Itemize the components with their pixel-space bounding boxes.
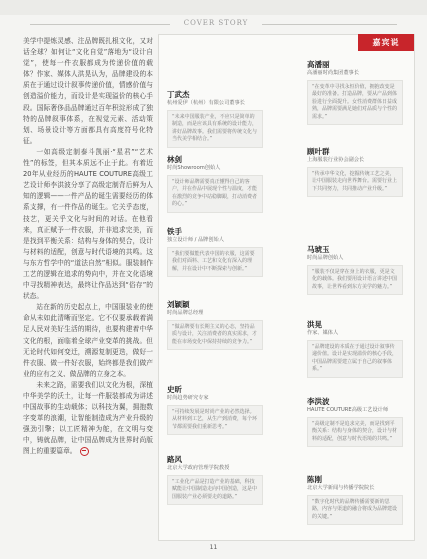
guest-name: 路风 [167,455,182,464]
guest-quote: “可持续发展是时尚产业的必然选择。从材料到工艺，从生产到消费，每个环节都需要我们重新思考。” [167,405,263,435]
guest-quote: “服装不仅是穿在身上的衣服，更是文化的载体。我们要用设计语言讲述中国故事，让世界看到东方美学的魅力。” [307,265,403,295]
guest-name: 刘颖颖 [167,300,190,309]
guest-name: 陈刚 [307,475,322,484]
guest-name: 林剑 [167,155,182,164]
guest-role: HAUTE COUTURE高级工艺设计师 [307,407,389,413]
guest-quote: “品牌建设的本质在于通过设计叙事传递价值。设计是实现溢价的核心手段，中国品牌需要建立属于自己的叙事体系。” [307,340,403,378]
top-band [0,0,427,15]
article-paragraph: 一如高级定制泰斗凯丽·“星君”“艺术性”的标签，但其本质远不止于此。有着近20年从业经历的HAUTE COUTURE高级工艺设计师李洪波分享了高级定制背后鲜为人知的逻辑——一件产品的诞生需要经历的体系支撑，有一件作品的诞生。它关乎态度，技艺，更关乎文化与时间的对话。在他看来，真正赋予一件衣服，并非追求完美，而是找到平衡关系：结构与身体的契合，设计与材料的适配，创意与时代语境的共鸣。这与东方哲学中的“道法自然”相似。服装制作工艺的逻辑在追求的势向中，并在文化语境中寻找精神表达，最终让作品达到“俗存”的状态。 [23,147,153,301]
guest-role: 杭州爱伊（杭州）有限公司董事长 [167,100,245,106]
guest-card [167,455,263,505]
guest-card [307,147,403,197]
guest-panel [158,34,415,541]
guest-quote: “设计师品牌需要真正懂得自己的客户，并在作品中展现个性与温度，才能在激烈的竞争中站稳脚跟，打动消费者的心。” [167,175,263,213]
guest-name: 马琥玉 [307,245,330,254]
guest-card [307,475,403,525]
guest-name: 史昕 [167,385,182,394]
guest-quote: “高级定制不是追求完美，而是找到平衡关系：结构与身体的契合，设计与材料的适配，创意与时代语境的共鸣。” [307,417,403,447]
guest-card [167,90,263,148]
guest-card [167,227,263,277]
article-paragraph: 站在新的历史起点上，中国服装业的使命从未如此清晰而坚定。它不仅要承载着满足人民对美好生活的期待，也要构建着中华文化的根，面临着全球产业变革的挑战。但无论时代如何变迁，溯源复制更迭，做好一件衣服、做一件好衣服，始终都是我们做产业的应有之义、做品牌的立身之本。 [23,303,153,378]
article-body [23,36,153,458]
guest-role: 北京大学政府管理学院教授 [167,465,230,471]
guest-role: 高潘丽时尚集团董事长 [307,70,359,76]
guest-quote: “我们要做能代表中国的衣服，这需要我们对面料、工艺和文化有深入的理解，并在设计中不断探索与创新。” [167,247,263,277]
guest-role: 上海服装行业协会副会长 [307,157,365,163]
guest-badge: 嘉宾说 [358,34,414,51]
header-rule-left [30,24,170,25]
page-number: 11 [209,544,218,551]
guest-card [307,397,403,447]
guest-role: 北京大学新闻与传播学院院长 [307,485,375,491]
guest-card [167,385,263,435]
guest-card [307,60,403,125]
guest-name: 李洪波 [307,397,330,406]
section-title: COVER STORY [183,19,249,27]
guest-name: 高潘丽 [307,60,330,69]
guest-name: 铁手 [167,227,182,236]
end-mark-icon [80,447,89,456]
guest-quote: “未来中国服装产业，不应只是简单的制造，而是应该具有系统的设计能力，讲好品牌故事。我们需要将传统文化与当代美学相结合。” [167,110,263,148]
guest-role: 时尚品牌总经理 [167,310,204,316]
guest-role: 独立设计师 / 品牌创始人 [167,237,224,243]
guest-quote: “做品牌要有长期主义的心态，坚持品质与设计，关注消费者的真实需求，才能在市场变化中保持持续的竞争力。” [167,320,263,350]
guest-quote: “传承中华文化，挖掘传统工艺之美，让中国服装走向世界舞台。需要行业上下共同努力，共同推动产业升级。” [307,167,403,197]
article-paragraph: 美学中提炼灵感、注品牌既扎根文化，又对话全球？如何让“文化自觉”落地为“设计自觉”，使每一件衣服都成为传递价值的载体？作家、媒体人洪晃认为，品牌建设的本质在于通过设计叙事传递价值，情感价值与创造溢价能力，而设计是实现溢价的核心手段。国际奢侈品品牌通过百年积淀形成了独特的品牌叙事体系，在视觉元素、活动策划、场景设计等方面都具有高度符号化特征。 [23,37,153,145]
guest-quote: “工业化产品是打造产业的基础，科技赋能让中国制造走向中国创造，这是中国服装产业必须要走的道路。” [167,475,263,505]
guest-card [307,320,403,378]
guest-role: 作家、媒体人 [307,330,339,336]
guest-role: 时尚品牌创始人 [307,255,344,261]
guest-role: 时尚Showroom创始人 [167,165,221,171]
guest-role: 时尚趋势研究专家 [167,395,209,401]
guest-card [167,155,263,213]
header-rule-right [262,24,397,25]
guest-card [167,300,263,350]
guest-name: 丁武杰 [167,90,190,99]
guest-name: 顾叶群 [307,147,330,156]
guest-card [307,245,403,295]
guest-quote: “数字化时代的品牌传播需要新的思路，内容与渠道的融合将成为品牌建设的关键。” [307,495,403,525]
guest-quote: “在变革中寻找永恒价值，拥抱改变是最好的准备。打造品牌，要从产品到体验进行全面提升。女性消费群体日益成熟，品牌需要满足她们对品质与个性的需求。” [307,80,403,125]
article-paragraph: 未来之路，需要我们以文化为根，深植中华美学的沃土，让每一件服装都成为讲述中国故事的生动载体；以科技为翼，拥抱数字变革的浪潮，让智能制造成为产业升级的强劲引擎；以工匠精神为舵，在文明与变中，铸就品牌，让中国品牌成为世界时尚版图上的重要篇章。 [23,380,153,456]
guest-name: 洪晃 [307,320,322,329]
